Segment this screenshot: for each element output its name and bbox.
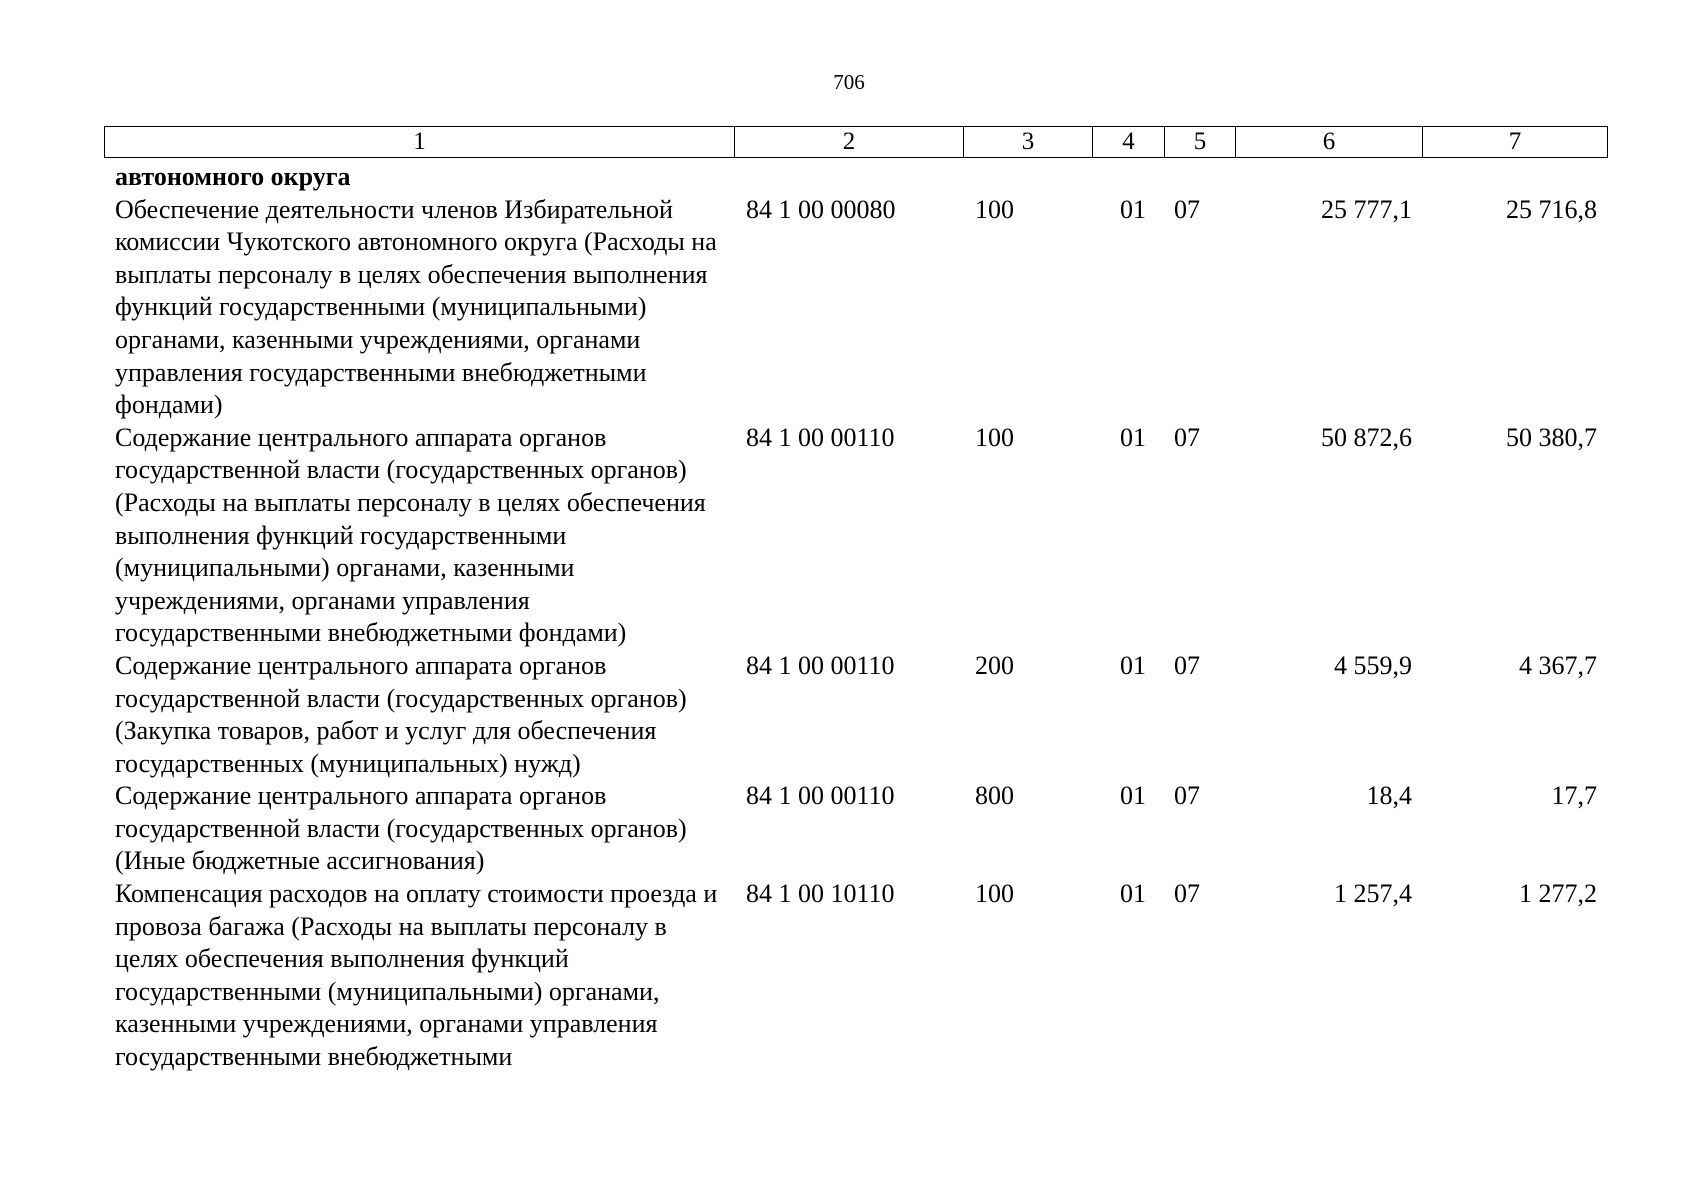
row-value-1: 18,4	[1366, 781, 1412, 811]
row-subsection: 07	[1174, 879, 1200, 909]
row-value-2: 50 380,7	[1506, 422, 1597, 452]
row-value-1: 1 257,4	[1334, 879, 1412, 909]
row-type: 100	[975, 194, 1014, 224]
row-value-2: 1 277,2	[1519, 879, 1597, 909]
row-section: 01	[1120, 781, 1146, 811]
row-type: 200	[975, 650, 1014, 680]
table-row	[104, 878, 1607, 1074]
row-description: Обеспечение деятельности членов Избирательной комиссии Чукотского автономного округа (Расходы на выплаты персоналу в целях обеспечения выполнения функций государственными (муниципальными) органами, казенными учреждениями, органами управления государственными внебюджетными фондами)	[115, 194, 717, 420]
row-description: Компенсация расходов на оплату стоимости проезда и провоза багажа (Расходы на выплаты персоналу в целях обеспечения выполнения функций государственными (муниципальными) органами, казенными учреждениями, органами управления государственными внебюджетными	[115, 879, 718, 1072]
row-code: 84 1 00 00110	[746, 422, 895, 452]
row-subsection: 07	[1174, 781, 1200, 811]
row-value-1: 4 559,9	[1334, 650, 1412, 680]
section-heading-row	[104, 161, 1607, 194]
row-section: 01	[1120, 194, 1146, 224]
row-subsection: 07	[1174, 194, 1200, 224]
row-description: Содержание центрального аппарата органов государственной власти (государственных органов) (Расходы на выплаты персоналу в целях обеспечения выполнения функций государственными (муниципальными) органами, казенными учреждениями, органами управления государственными внебюджетными фондами)	[115, 422, 706, 648]
column-header-3: 3	[964, 127, 1093, 158]
column-header-1: 1	[105, 127, 735, 158]
column-header-2: 2	[735, 127, 964, 158]
row-section: 01	[1120, 650, 1146, 680]
table-row	[104, 194, 1607, 422]
table-row	[104, 650, 1607, 780]
row-value-2: 25 716,8	[1506, 194, 1597, 224]
row-value-1: 50 872,6	[1321, 422, 1412, 452]
page-number: 706	[833, 70, 865, 94]
row-code: 84 1 00 00080	[746, 194, 896, 224]
section-heading: автономного округа	[115, 162, 351, 191]
row-value-1: 25 777,1	[1321, 194, 1412, 224]
column-header-6: 6	[1236, 127, 1423, 158]
table-row	[104, 422, 1607, 650]
table-row	[104, 780, 1607, 878]
row-section: 01	[1120, 879, 1146, 909]
column-header-5: 5	[1165, 127, 1236, 158]
row-description: Содержание центрального аппарата органов государственной власти (государственных органов) (Иные бюджетные ассигнования)	[115, 781, 687, 876]
row-subsection: 07	[1174, 422, 1200, 452]
row-code: 84 1 00 10110	[746, 879, 895, 909]
row-type: 800	[975, 781, 1014, 811]
budget-table-body	[104, 161, 1607, 1074]
row-description: Содержание центрального аппарата органов государственной власти (государственных органов) (Закупка товаров, работ и услуг для обеспечения государственных (муниципальных) нужд)	[115, 650, 687, 778]
row-value-2: 17,7	[1551, 781, 1597, 811]
column-header-7: 7	[1423, 127, 1608, 158]
row-type: 100	[975, 422, 1014, 452]
column-header-row	[105, 127, 1608, 158]
row-value-2: 4 367,7	[1519, 650, 1597, 680]
row-code: 84 1 00 00110	[746, 650, 895, 680]
row-type: 100	[975, 879, 1014, 909]
row-subsection: 07	[1174, 650, 1200, 680]
column-header-table	[104, 126, 1608, 158]
column-header-4: 4	[1093, 127, 1165, 158]
row-section: 01	[1120, 422, 1146, 452]
row-code: 84 1 00 00110	[746, 781, 895, 811]
